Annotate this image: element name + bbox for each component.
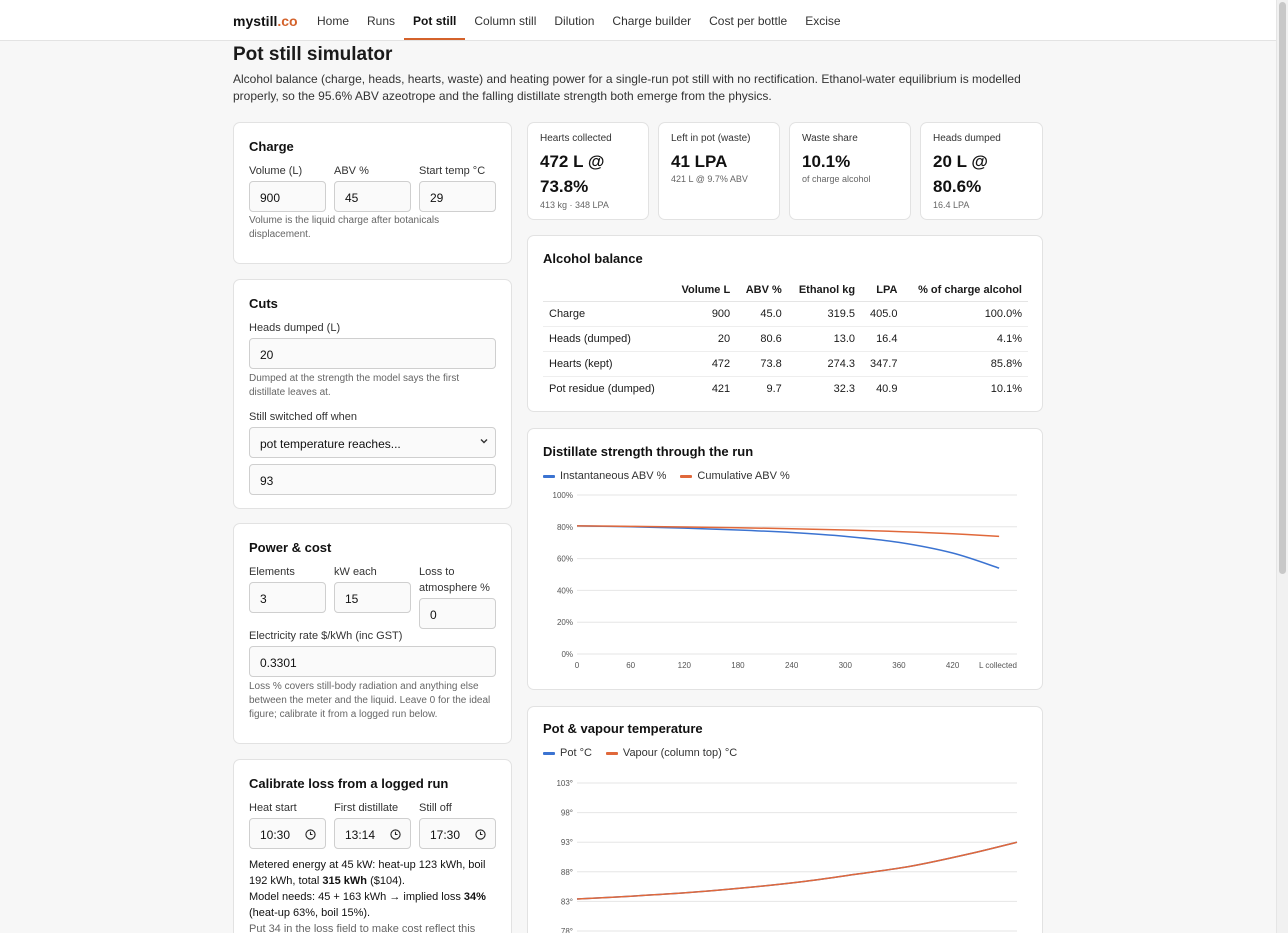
column-header: ABV % bbox=[736, 279, 788, 301]
x-tick-label: 360 bbox=[892, 661, 906, 670]
table-cell: 472 bbox=[671, 351, 736, 376]
table-cell: 9.7 bbox=[766, 382, 782, 395]
table-cell: Hearts (kept) bbox=[543, 351, 671, 376]
stat-hearts-collected bbox=[527, 122, 649, 220]
nav-link-dilution[interactable]: Dilution bbox=[554, 14, 595, 28]
table-cell: 10.1% bbox=[990, 382, 1022, 395]
legend-label: Instantaneous ABV % bbox=[560, 470, 667, 482]
table-cell: 20 bbox=[671, 326, 736, 351]
table-cell: 85.8% bbox=[903, 351, 1028, 376]
y-tick-label: 80% bbox=[556, 522, 573, 532]
legend-label: Cumulative ABV % bbox=[697, 470, 790, 482]
stat-value-line1: 20 L @ bbox=[933, 152, 989, 171]
power-cost-card bbox=[233, 523, 512, 744]
stat-heads-dumped bbox=[920, 122, 1043, 220]
nav-links bbox=[308, 0, 850, 40]
y-tick-label: 40% bbox=[556, 586, 573, 596]
metered-energy-post: ($104). bbox=[367, 875, 405, 887]
model-needs-pre: Model needs: 45 + 163 kWh → implied loss bbox=[249, 891, 464, 903]
table-cell: 32.3 bbox=[833, 382, 856, 395]
table-row bbox=[543, 301, 1028, 326]
calibrate-card bbox=[233, 759, 512, 933]
table-cell: 13.0 bbox=[788, 326, 861, 351]
page-scrollbar[interactable] bbox=[1276, 0, 1288, 933]
loss-input[interactable]: 0 bbox=[419, 598, 496, 629]
first-distillate-input[interactable] bbox=[334, 818, 411, 849]
table-row bbox=[543, 376, 1028, 401]
stat-value bbox=[933, 149, 988, 199]
x-tick-label: 300 bbox=[838, 661, 852, 670]
nav-link-runs[interactable]: Runs bbox=[367, 14, 396, 28]
stat-value: 41 LPA bbox=[671, 152, 728, 171]
y-tick-label: 78° bbox=[560, 927, 573, 933]
y-tick-label: 83° bbox=[560, 897, 573, 907]
electricity-rate-input[interactable]: 0.3301 bbox=[249, 646, 496, 677]
y-tick-label: 20% bbox=[556, 618, 573, 628]
table-cell: 319.5 bbox=[788, 301, 861, 326]
y-tick-label: 60% bbox=[556, 554, 573, 564]
calibrate-title: Calibrate loss from a logged run bbox=[249, 776, 449, 791]
stat-label: Left in pot (waste) bbox=[671, 133, 751, 144]
switch-off-selected: pot temperature reaches... bbox=[260, 437, 401, 451]
loss-label-line1: Loss to bbox=[419, 566, 455, 578]
y-tick-label: 93° bbox=[560, 838, 573, 848]
temperature-chart-title: Pot & vapour temperature bbox=[543, 721, 703, 736]
legend-label: Vapour (column top) °C bbox=[622, 747, 738, 759]
cuts-card bbox=[233, 279, 512, 509]
volume-input[interactable]: 900 bbox=[249, 181, 326, 212]
table-cell: Heads (dumped) bbox=[543, 326, 671, 351]
charge-help: Volume is the liquid charge after botanicals displacement. bbox=[249, 215, 440, 240]
page-title: Pot still simulator bbox=[233, 44, 393, 65]
elements-label: Elements bbox=[249, 566, 295, 578]
x-tick-label: 0 bbox=[574, 661, 580, 670]
power-help: Loss % covers still-body radiation and anything else between the meter and the liquid. Leave 0 for the ideal figure; calibrate it from a logged run below. bbox=[249, 681, 491, 720]
heat-start-value: 10:30 bbox=[260, 828, 291, 842]
charge-card bbox=[233, 122, 512, 264]
nav-link-excise[interactable]: Excise bbox=[805, 14, 841, 28]
table-cell: Pot residue (dumped) bbox=[549, 382, 655, 395]
table-cell: 73.8 bbox=[736, 351, 788, 376]
metered-energy-text bbox=[249, 857, 499, 889]
nav-link-column-still[interactable]: Column still bbox=[474, 14, 537, 28]
y-tick-label: 88° bbox=[560, 867, 573, 877]
stat-label: Heads dumped bbox=[933, 133, 1001, 144]
clock-icon bbox=[390, 829, 401, 840]
alcohol-balance-card bbox=[527, 235, 1043, 412]
x-tick-label: 120 bbox=[677, 661, 691, 670]
column-header: LPA bbox=[861, 279, 903, 301]
top-navigation bbox=[0, 0, 1276, 41]
stat-left-in-pot bbox=[658, 122, 780, 220]
abv-input[interactable]: 45 bbox=[334, 181, 411, 212]
x-tick-label: 60 bbox=[626, 661, 636, 670]
column-header: % of charge alcohol bbox=[903, 279, 1028, 301]
temperature-chart bbox=[528, 707, 1044, 933]
pot-temperature-line bbox=[577, 842, 1017, 899]
table-cell: 4.1% bbox=[903, 326, 1028, 351]
column-header: Volume L bbox=[671, 279, 736, 301]
temperature-card bbox=[527, 706, 1043, 933]
table-cell: 405.0 bbox=[861, 301, 903, 326]
kw-each-input[interactable]: 15 bbox=[334, 582, 411, 613]
chevron-down-icon bbox=[479, 436, 489, 446]
stat-waste-share bbox=[789, 122, 911, 220]
cuts-title: Cuts bbox=[249, 296, 278, 311]
page-intro: Alcohol balance (charge, heads, hearts, waste) and heating power for a single-run pot still with no rectification. Ethanol-water equilibrium is modelled properly, so the 95.6% ABV azeotrope and the falling distillate strength both emerge from the physics. bbox=[233, 72, 1021, 103]
implied-loss-value: 34% bbox=[463, 891, 486, 903]
clock-icon bbox=[305, 829, 316, 840]
switch-off-label: Still switched off when bbox=[249, 411, 358, 423]
stat-value-line2: 80.6% bbox=[933, 177, 982, 196]
y-tick-label: 100% bbox=[552, 491, 573, 500]
column-header: Ethanol kg bbox=[788, 279, 861, 301]
table-cell: Charge bbox=[543, 301, 671, 326]
heads-dumped-input[interactable]: 20 bbox=[249, 338, 496, 369]
still-off-label: Still off bbox=[419, 802, 452, 814]
scrollbar-thumb[interactable] bbox=[1279, 2, 1286, 574]
nav-link-pot-still[interactable]: Pot still bbox=[404, 0, 465, 40]
y-tick-label: 98° bbox=[560, 808, 573, 818]
switch-off-select[interactable] bbox=[249, 427, 496, 458]
clock-icon bbox=[475, 829, 486, 840]
heads-dumped-label: Heads dumped (L) bbox=[249, 322, 341, 334]
y-tick-label: 103° bbox=[556, 779, 573, 788]
table-cell: 274.3 bbox=[788, 351, 861, 376]
table-cell: 421 bbox=[711, 382, 731, 395]
distillate-chart-title: Distillate strength through the run bbox=[543, 444, 754, 459]
loss-label bbox=[419, 564, 490, 596]
stat-sub: 421 L @ 9.7% ABV bbox=[671, 174, 748, 184]
charge-title: Charge bbox=[249, 139, 294, 154]
stat-sub: 16.4 LPA bbox=[933, 200, 970, 210]
brand-logo[interactable] bbox=[233, 13, 298, 29]
distillate-strength-chart bbox=[528, 429, 1044, 691]
stat-label: Hearts collected bbox=[540, 133, 612, 144]
x-axis-label: L collected bbox=[979, 661, 1017, 670]
elements-input[interactable]: 3 bbox=[249, 582, 326, 613]
alcohol-balance-title: Alcohol balance bbox=[543, 251, 643, 266]
nav-link-home[interactable]: Home bbox=[317, 14, 350, 28]
stat-value bbox=[540, 149, 604, 199]
y-tick-label: 0% bbox=[561, 650, 573, 659]
heat-start-input[interactable] bbox=[249, 818, 326, 849]
calibrate-hint: Put 34 in the loss field to make cost reflect this bbox=[249, 923, 476, 933]
stat-label: Waste share bbox=[802, 133, 858, 144]
table-cell: 45.0 bbox=[736, 301, 788, 326]
stat-value-line1: 472 L @ bbox=[540, 152, 605, 171]
stat-sub: 413 kg · 348 LPA bbox=[540, 200, 609, 210]
stat-value: 10.1% bbox=[802, 152, 851, 171]
x-tick-label: 180 bbox=[731, 661, 745, 670]
metered-energy-pre: Metered energy at 45 kW: heat-up 123 kWh, boil 192 kWh, total bbox=[249, 859, 486, 887]
metered-energy-total: 315 kWh bbox=[322, 875, 368, 887]
x-tick-label: 240 bbox=[784, 661, 799, 670]
table-cell: 347.7 bbox=[861, 351, 903, 376]
loss-label-line2: atmosphere % bbox=[419, 582, 490, 594]
x-tick-label: 420 bbox=[945, 661, 960, 670]
brand-main: mystill bbox=[233, 13, 278, 29]
model-needs-post: (heat-up 63%, boil 15%). bbox=[249, 907, 371, 919]
first-distillate-value: 13:14 bbox=[345, 828, 376, 842]
still-off-value: 17:30 bbox=[430, 828, 461, 842]
table-cell: 80.6 bbox=[736, 326, 788, 351]
power-cost-title: Power & cost bbox=[249, 540, 332, 555]
legend-label: Pot °C bbox=[560, 747, 592, 759]
abv-label: ABV % bbox=[334, 165, 369, 177]
distillate-strength-card bbox=[527, 428, 1043, 690]
stat-value-line2: 73.8% bbox=[540, 177, 589, 196]
nav-link-charge-builder[interactable]: Charge builder bbox=[612, 14, 692, 28]
start-temp-label: Start temp °C bbox=[419, 165, 486, 177]
heat-start-label: Heat start bbox=[249, 802, 297, 814]
start-temp-input[interactable]: 29 bbox=[419, 181, 496, 212]
table-cell: 900 bbox=[671, 301, 736, 326]
table-cell: 16.4 bbox=[861, 326, 903, 351]
table-cell: 100.0% bbox=[903, 301, 1028, 326]
first-distillate-label: First distillate bbox=[334, 802, 399, 814]
nav-link-cost-per-bottle[interactable]: Cost per bottle bbox=[709, 14, 788, 28]
table-row bbox=[543, 351, 1028, 376]
vapour-temperature-line bbox=[577, 842, 1017, 899]
instantaneous-abv-line bbox=[577, 526, 999, 568]
electricity-rate-label: Electricity rate $/kWh (inc GST) bbox=[249, 630, 403, 642]
column-header bbox=[543, 279, 671, 301]
still-off-input[interactable] bbox=[419, 818, 496, 849]
kw-each-label: kW each bbox=[334, 566, 377, 578]
table-header-row bbox=[543, 279, 1028, 301]
switch-off-value-input[interactable]: 93 bbox=[249, 464, 496, 495]
brand-suffix: .co bbox=[277, 13, 298, 29]
stat-sub: of charge alcohol bbox=[802, 174, 871, 184]
table-row bbox=[543, 326, 1028, 351]
table-cell: 40.9 bbox=[876, 382, 898, 395]
alcohol-balance-table bbox=[543, 279, 1028, 401]
model-needs-text bbox=[249, 889, 499, 921]
heads-help: Dumped at the strength the model says the first distillate leaves at. bbox=[249, 373, 460, 398]
volume-label: Volume (L) bbox=[249, 165, 303, 177]
